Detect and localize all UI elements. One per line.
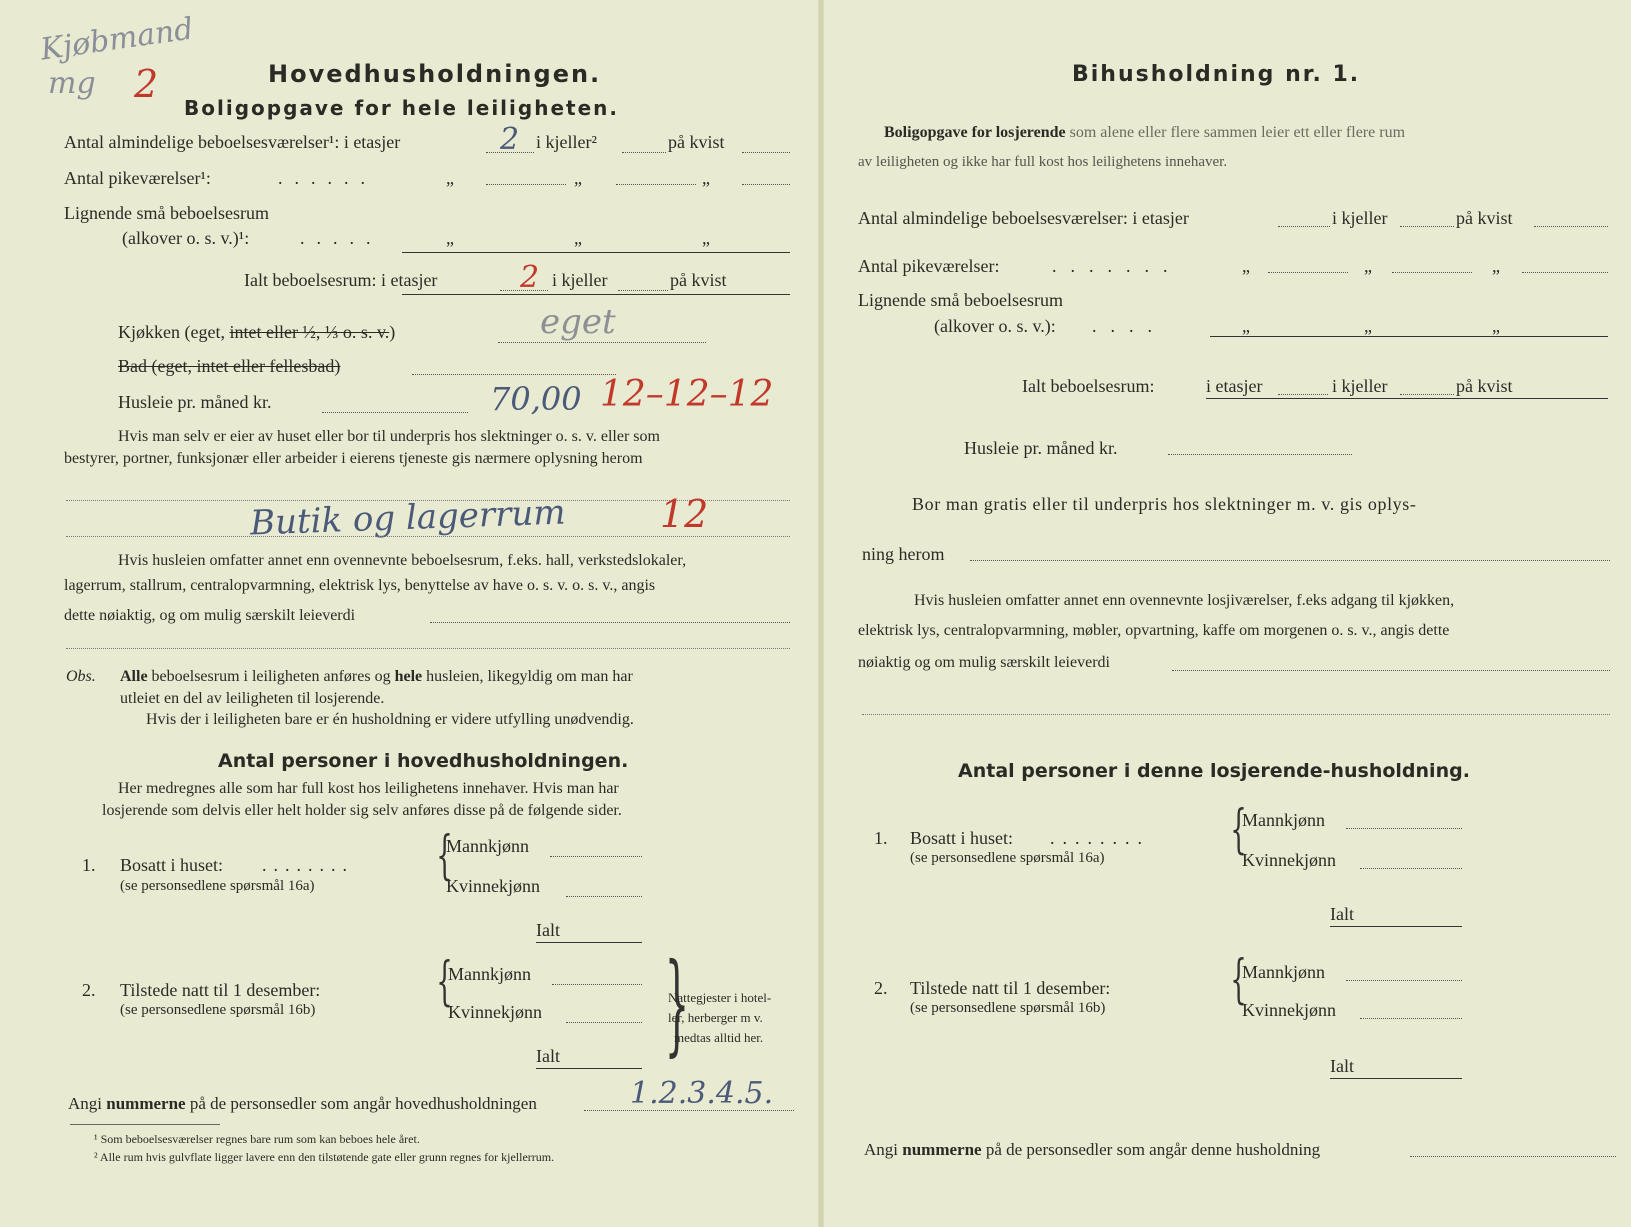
ditto-mark: „ bbox=[1364, 316, 1372, 336]
maid-rooms-label: Antal pikeværelser¹: bbox=[64, 168, 211, 188]
person-numbers-value: 1.2.3.4.5. bbox=[630, 1076, 774, 1111]
bath-label: Bad (eget, intet eller fellesbad) bbox=[118, 356, 341, 376]
present-female-label: Kvinnekjønn bbox=[1242, 1000, 1336, 1020]
present-female-label: Kvinnekjønn bbox=[448, 1002, 542, 1022]
residents-label: Bosatt i huset: bbox=[120, 855, 223, 875]
ditto-mark: „ bbox=[702, 168, 710, 188]
residents-total-label: Ialt bbox=[1330, 904, 1354, 924]
total-rooms-label: Ialt beboelsesrum: bbox=[1022, 376, 1155, 396]
obs-label: Obs. bbox=[66, 668, 96, 685]
present-number: 2. bbox=[874, 978, 888, 998]
residents-female-label: Kvinnekjønn bbox=[446, 876, 540, 896]
persons-title: Antal personer i denne losjerende-husholdning. bbox=[958, 760, 1470, 782]
small-rooms-label: Lignende små beboelsesrum bbox=[64, 203, 269, 223]
present-total-label: Ialt bbox=[1330, 1056, 1354, 1076]
page-subtitle: Boligopgave for hele leiligheten. bbox=[184, 96, 619, 120]
rent-value: 70,00 bbox=[490, 380, 582, 418]
ditto-mark: „ bbox=[574, 168, 582, 188]
residents-female-label: Kvinnekjønn bbox=[1242, 850, 1336, 870]
residents-sub: (se personsedlene spørsmål 16a) bbox=[910, 850, 1105, 866]
ditto-mark: „ bbox=[1242, 316, 1250, 336]
residents-number: 1. bbox=[874, 828, 888, 848]
ditto-mark: „ bbox=[702, 228, 710, 248]
total-attic-label: på kvist bbox=[670, 270, 727, 290]
basement-label: i kjeller² bbox=[536, 132, 597, 152]
persons-note-line2: losjerende som delvis eller helt holder sig selv anføres disse på de følgende sider. bbox=[102, 802, 622, 819]
rent-label: Husleie pr. måned kr. bbox=[964, 438, 1118, 458]
present-male-label: Mannkjønn bbox=[448, 964, 531, 984]
owner-note-line1: Hvis man selv er eier av huset eller bor til underpris hos slektninger o. s. v. eller som bbox=[118, 428, 660, 445]
footnote-2: ² Alle rum hvis gulvflate ligger lavere enn den tilstøtende gate eller grunn regnes for kjellerrum. bbox=[94, 1150, 555, 1164]
residents-label: Bosatt i huset: bbox=[910, 828, 1013, 848]
free-housing-line2: ning herom bbox=[862, 544, 945, 564]
alcoves-label: (alkover o. s. v.)¹: bbox=[122, 228, 250, 248]
total-rooms-label: Ialt beboelsesrum: i etasjer bbox=[244, 270, 438, 290]
present-sub: (se personsedlene spørsmål 16b) bbox=[120, 1002, 316, 1018]
margin-mg: mg bbox=[48, 66, 96, 101]
maid-rooms-label: Antal pikeværelser: bbox=[858, 256, 1000, 276]
total-basement-label: i kjeller bbox=[1332, 376, 1388, 396]
ditto-mark: „ bbox=[446, 228, 454, 248]
ditto-mark: „ bbox=[574, 228, 582, 248]
ditto-mark: „ bbox=[1492, 256, 1500, 276]
kitchen-label: Kjøkken (eget, intet eller ½, ⅓ o. s. v.) bbox=[118, 322, 396, 342]
guests-note-line2: ler, herberger m v. bbox=[668, 1010, 763, 1025]
present-label: Tilstede natt til 1 desember: bbox=[910, 978, 1111, 998]
alcoves-label: (alkover o. s. v.): bbox=[934, 316, 1056, 336]
intro-line2: av leiligheten og ikke har full kost hos leilighetens innehaver. bbox=[858, 154, 1228, 170]
total-basement-label: i kjeller bbox=[552, 270, 608, 290]
present-sub: (se personsedlene spørsmål 16b) bbox=[910, 1000, 1106, 1016]
basement-label: i kjeller bbox=[1332, 208, 1388, 228]
residents-male-label: Mannkjønn bbox=[1242, 810, 1325, 830]
guests-note-line3: medtas alltid her. bbox=[674, 1030, 764, 1045]
total-floors-value: 2 bbox=[520, 260, 540, 295]
rent-label: Husleie pr. måned kr. bbox=[118, 392, 272, 412]
page-title: Bihusholdning nr. 1. bbox=[1072, 62, 1361, 87]
attic-label: på kvist bbox=[1456, 208, 1513, 228]
kitchen-struck-options: intet eller ½, ⅓ o. s. v. bbox=[229, 322, 390, 342]
rooms-label: Antal almindelige beboelsesværelser¹: i etasjer bbox=[64, 132, 401, 152]
residents-male-label: Mannkjønn bbox=[446, 836, 529, 856]
persons-note-line1: Her medregnes alle som har full kost hos leilighetens innehaver. Hvis man har bbox=[118, 780, 619, 797]
residents-total-label: Ialt bbox=[536, 920, 560, 940]
present-label: Tilstede natt til 1 desember: bbox=[120, 980, 321, 1000]
present-number: 2. bbox=[82, 980, 96, 1000]
residents-sub: (se personsedlene spørsmål 16a) bbox=[120, 878, 315, 894]
rent-includes-line2: lagerrum, stallrum, centralopvarmning, elektrisk lys, benyttelse av have o. s. v. o. s. v., angis bbox=[64, 577, 656, 594]
obs-line3: Hvis der i leiligheten bare er én husholdning er videre utfylling unødvendig. bbox=[146, 711, 634, 728]
persons-title: Antal personer i hovedhusholdningen. bbox=[218, 750, 629, 772]
obs-line1: Alle beboelsesrum i leiligheten anføres og hele husleien, likegyldig om man har bbox=[120, 668, 633, 685]
ditto-mark: „ bbox=[1242, 256, 1250, 276]
rooms-floors-value: 2 bbox=[500, 122, 520, 157]
margin-number: 2 bbox=[134, 62, 159, 106]
main-household-page: Kjøbmand mg 2 Hovedhusholdningen. Boligopgave for hele leiligheten. Antal almindelige beboelsesværelser¹: i etasjer 2 i kjeller² på kvist Antal pikeværelser¹: ...... „ „ „ Lignende små beboelsesrum (alkover o. s. v.)¹: ..... „ „ „ Ialt beboelsesrum: i etasjer 2 i kjeller på kvist Kjøkken (eget, intet eller ½, ⅓ o. s. v.) eget Bad (eget, intet eller fellesbad) Husleie pr. måned kr. 70,00 12–12–12 Hvis man selv er eier av huset eller bor til underpris hos slektninger o. s. v. eller som bestyrer, portner, funksjonær eller arbeider i eierens tjeneste gis nærmere oplysning herom Butik og lagerrum 12 Hvis husleien omfatter annet enn ovennevnte beboelsesrum, f.eks. hall, verkstedslokaler, lagerrum, stallrum, centralopvarmning, elektrisk lys, benyttelse av have o. s. v. o. s. v., angis dette nøiaktig, og om mulig særskilt leieverdi Obs. Alle beboelsesrum i leiligheten anføres og hele husleien, likegyldig om man har utleiet en del av leiligheten til losjerende. Hvis der i leiligheten bare er én husholdning er videre utfylling unødvendig. Antal personer i hovedhusholdningen. Her medregnes alle som har full kost hos leilighetens innehaver. Hvis man har losjerende som delvis eller helt holder sig selv anføres disse på de følgende sider. 1. Bosatt i huset: ........ (se personsedlene spørsmål 16a) { Mannkjønn Kvinnekjønn Ialt 2. Tilstede natt til 1 desember: (se personsedlene spørsmål 16b) { Mannkjønn Kvinnekjønn Ialt } Nattegjester i hotel- ler, herberger m v. medtas alltid her. Angi nummerne på de personsedler som angår hovedhusholdningen 1.2.3.4.5. ¹ Som beboelsesværelser regnes bare rum som kan beboes hele året. ² Alle rum hvis gulvflate ligger lavere enn den tilstøtende gate eller grunn regnes for kjellerrum. bbox=[0, 0, 820, 1227]
sub-household-page: Bihusholdning nr. 1. Boligopgave for losjerende som alene eller flere sammen leier ett eller flere rum av leiligheten og ikke har full kost hos leilighetens innehaver. Antal almindelige beboelsesværelser: i etasjer i kjeller på kvist Antal pikeværelser: ....... „ „ „ Lignende små beboelsesrum (alkover o. s. v.): .... „ „ „ Ialt beboelsesrum: i etasjer i kjeller på kvist Husleie pr. måned kr. Bor man gratis eller til underpris hos slektninger m. v. gis oplys- ning herom Hvis husleien omfatter annet enn ovennevnte losjiværelser, f.eks adgang til kjøkken, elektrisk lys, centralopvarmning, møbler, opvartning, kaffe om morgenen o. s. v., angis dette nøiaktig og om mulig særskilt leieverdi Antal personer i denne losjerende-husholdning. 1. Bosatt i huset: ........ (se personsedlene spørsmål 16a) { Mannkjønn Kvinnekjønn Ialt 2. Tilstede natt til 1 desember: (se personsedlene spørsmål 16b) { Mannkjønn Kvinnekjønn Ialt Angi nummerne på de personsedler som angår denne husholdning bbox=[822, 0, 1631, 1227]
handwritten-note: Butik og lagerrum bbox=[249, 492, 567, 544]
rooms-label: Antal almindelige beboelsesværelser: i etasjer bbox=[858, 208, 1189, 228]
obs-line2: utleiet en del av leiligheten til losjerende. bbox=[120, 690, 385, 707]
residents-number: 1. bbox=[82, 855, 96, 875]
present-total-label: Ialt bbox=[536, 1046, 560, 1066]
rent-includes-line3: nøiaktig og om mulig særskilt leieverdi bbox=[858, 654, 1110, 671]
owner-note-line2: bestyrer, portner, funksjonær eller arbeider i eierens tjeneste gis nærmere oplysning herom bbox=[64, 450, 643, 467]
guests-note-line1: Nattegjester i hotel- bbox=[668, 990, 772, 1005]
small-rooms-label: Lignende små beboelsesrum bbox=[858, 290, 1063, 310]
margin-note: Kjøbmand bbox=[38, 11, 196, 68]
footnote-1: ¹ Som beboelsesværelser regnes bare rum som kan beboes hele året. bbox=[94, 1132, 420, 1146]
free-housing-line1: Bor man gratis eller til underpris hos slektninger m. v. gis oplys- bbox=[912, 494, 1417, 514]
attic-label: på kvist bbox=[668, 132, 725, 152]
person-numbers-label: Angi nummerne på de personsedler som angår hovedhusholdningen bbox=[68, 1094, 537, 1113]
ditto-mark: „ bbox=[446, 168, 454, 188]
intro-line1: Boligopgave for losjerende som alene eller flere sammen leier ett eller flere rum bbox=[884, 124, 1406, 141]
person-numbers-label: Angi nummerne på de personsedler som angår denne husholdning bbox=[864, 1140, 1321, 1159]
handwritten-red-number: 12 bbox=[660, 492, 709, 536]
rent-red-note: 12–12–12 bbox=[600, 374, 774, 415]
ditto-mark: „ bbox=[1492, 316, 1500, 336]
rent-includes-line1: Hvis husleien omfatter annet enn ovennevnte beboelsesrum, f.eks. hall, verkstedslokaler, bbox=[118, 552, 687, 569]
rent-includes-line1: Hvis husleien omfatter annet enn ovennevnte losjiværelser, f.eks adgang til kjøkken, bbox=[914, 592, 1455, 609]
total-attic-label: på kvist bbox=[1456, 376, 1513, 396]
total-floors-label: i etasjer bbox=[1206, 376, 1263, 396]
present-male-label: Mannkjønn bbox=[1242, 962, 1325, 982]
rent-includes-line3: dette nøiaktig, og om mulig særskilt leieverdi bbox=[64, 607, 356, 624]
page-title: Hovedhusholdningen. bbox=[268, 60, 602, 88]
kitchen-value: eget bbox=[540, 302, 616, 342]
rent-includes-line2: elektrisk lys, centralopvarmning, møbler, opvartning, kaffe om morgenen o. s. v., angis dette bbox=[858, 622, 1450, 639]
ditto-mark: „ bbox=[1364, 256, 1372, 276]
